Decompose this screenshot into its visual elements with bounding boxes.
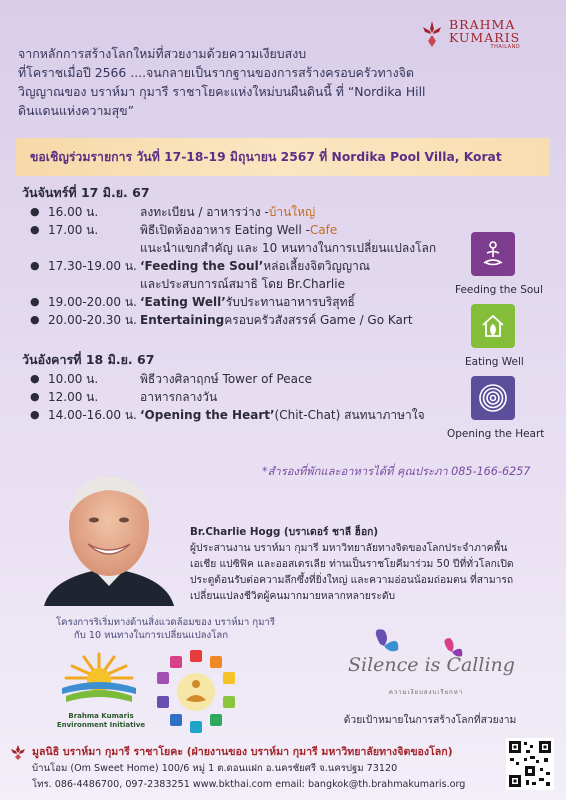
home-leaf-icon bbox=[478, 311, 508, 341]
schedule-item: ● 17.30-19.00 น. ‘Feeding the Soul’ หล่อเลี้ยงจิตวิญญาณ และประสบการณ์สมาธิ โดย Br.Charlie bbox=[30, 257, 440, 293]
bio-line: เปลี่ยนแปลงชีวิตผู้คนมากมายหลากหลายระดับ bbox=[190, 590, 396, 602]
opening-the-heart-tile bbox=[471, 376, 515, 420]
footer-organization: มูลนิธิ บราห์มา กุมารี ราชาโยคะ (ฝ่ายงานของ บราห์มา กุมารี มหาวิทยาลัยทางจิตของโลก) bbox=[32, 746, 453, 758]
opening-the-heart-label: Opening the Heart bbox=[447, 428, 545, 440]
schedule-bold: ‘Feeding the Soul’ bbox=[140, 259, 264, 273]
bio-line: ผู้ประสานงาน บราห์มา กุมารี มหาวิทยาลัยทางจิตของโลกประจำภาคพื้น bbox=[190, 542, 508, 554]
schedule-item: ● 16.00 น. ลงทะเบียน / อาหารว่าง - บ้านใหญ่ bbox=[30, 205, 316, 219]
intro-line: ที่โคราชเมื่อปี 2566 ....จนกลายเป็นรากฐานของการสร้างครอบครัวทางจิต bbox=[18, 65, 414, 80]
schedule-bold: Entertaining bbox=[140, 313, 225, 327]
reservation-note: *สำรองที่พักและอาหารได้ที่ คุณประภา 085-166-6257 bbox=[262, 465, 531, 478]
schedule-item: ● 20.00-20.30 น. Entertaining ครอบครัวสังสรรค์ Game / Go Kart bbox=[30, 313, 413, 327]
spiral-icon bbox=[477, 382, 509, 414]
intro-line: ดินแดนแห่งความสุข” bbox=[18, 103, 135, 118]
schedule-bold: ‘Eating Well’ bbox=[140, 295, 226, 309]
schedule-text: พิธีเปิดห้องอาหาร Eating Well - bbox=[140, 223, 310, 237]
schedule-item: ● 12.00 น. อาหารกลางวัน bbox=[30, 390, 218, 404]
ten-ways-wheel-icon bbox=[152, 648, 240, 736]
day1-title: วันจันทร์ที่ 17 มิ.ย. 67 bbox=[22, 185, 150, 200]
footer-contact: โทร. 086-4486700, 097-2383251 www.bkthai.com email: bangkok@th.brahmakumaris.org bbox=[32, 779, 466, 790]
environment-caption-line: กับ 10 หนทางในการเปลี่ยนแปลงโลก bbox=[73, 630, 229, 641]
schedule-subtext: และประสบการณ์สมาธิ โดย Br.Charlie bbox=[140, 277, 345, 291]
speaker-bio bbox=[190, 524, 552, 604]
feeding-the-soul-tile bbox=[471, 232, 515, 276]
schedule-subtext: แนะนำแขกสำคัญ และ 10 หนทางในการเปลี่ยนแปลงโลก bbox=[140, 241, 437, 255]
environment-logo-line: Environment Initiative bbox=[56, 720, 146, 729]
day2-title: วันอังคารที่ 18 มิ.ย. 67 bbox=[22, 352, 155, 367]
brahma-kumaris-small-mark-icon bbox=[10, 744, 26, 760]
day1-schedule bbox=[30, 203, 440, 329]
schedule-time: 17.30-19.00 น. bbox=[48, 259, 137, 273]
schedule-highlight: Cafe bbox=[309, 223, 338, 237]
silence-caption: ด้วยเป้าหมายในการสร้างโลกที่สวยงาม bbox=[343, 714, 517, 726]
brand-name-line2: KUMARIS bbox=[449, 29, 521, 45]
intro-line: จากหลักการสร้างโลกใหม่ที่สวยงามด้วยความเงียบสงบ bbox=[18, 46, 307, 61]
schedule-time: 17.00 น. bbox=[48, 223, 99, 237]
schedule-text: อาหารกลางวัน bbox=[140, 390, 218, 404]
schedule-text: (Chit-Chat) สนทนาภาษาใจ bbox=[274, 408, 425, 422]
schedule-item: ● 19.00-20.00 น. ‘Eating Well’ รับประทานอาหารบริสุทธิ์ bbox=[30, 295, 355, 309]
intro-line: วิญญาณของ บราห์มา กุมารี ราชาโยคะแห่งใหม่บนผืนดินนี้ ที่ “Nordika Hill bbox=[18, 84, 426, 99]
brand-name-line1: BRAHMA bbox=[449, 16, 516, 32]
brand-region: THAILAND bbox=[490, 43, 521, 50]
environment-caption-line: โครงการริเริ่มทางด้านสิ่งแวดล้อมของ บราห์มา กุมารี bbox=[56, 617, 275, 628]
eating-well-label: Eating Well bbox=[465, 356, 524, 368]
invitation-banner: ขอเชิญร่วมรายการ วันที่ 17-18-19 มิถุนายน 2567 ที่ Nordika Pool Villa, Korat bbox=[16, 138, 550, 176]
schedule-item: ● 14.00-16.00 น. ‘Opening the Heart’ (Chit-Chat) สนทนาภาษาใจ bbox=[30, 408, 425, 422]
environment-caption bbox=[56, 616, 275, 642]
speaker-portrait bbox=[34, 464, 184, 606]
schedule-bold: ‘Opening the Heart’ bbox=[140, 408, 275, 422]
environment-logo-line: Brahma Kumaris bbox=[68, 712, 134, 720]
silence-title: Silence is Calling bbox=[348, 654, 515, 676]
feeding-the-soul-label: Feeding the Soul bbox=[455, 284, 543, 296]
schedule-time: 16.00 น. bbox=[48, 205, 99, 219]
speaker-name: Br.Charlie Hogg (บราเดอร์ ชาลี ฮ็อก) bbox=[190, 526, 379, 538]
schedule-time: 12.00 น. bbox=[48, 390, 99, 404]
schedule-highlight: บ้านใหญ่ bbox=[268, 205, 316, 219]
meditation-icon bbox=[478, 239, 508, 269]
day2-schedule bbox=[30, 370, 440, 424]
brahma-kumaris-mark-icon bbox=[420, 19, 444, 49]
footer-address: บ้านโอม (Om Sweet Home) 100/6 หมู่ 1 ต.ดอนแฝก อ.นครชัยศรี จ.นครปฐม 73120 bbox=[32, 763, 398, 774]
footer bbox=[10, 738, 556, 796]
schedule-text: ครอบครัวสังสรรค์ Game / Go Kart bbox=[224, 313, 413, 327]
silence-subtitle: ความเงียบสงบเรียกหา bbox=[388, 689, 464, 696]
schedule-item: ● 17.00 น. พิธีเปิดห้องอาหาร Eating Well - Cafe แนะนำแขกสำคัญ และ 10 หนทางในการเปลี่ยนแปลงโลก bbox=[30, 221, 440, 257]
eating-well-tile bbox=[471, 304, 515, 348]
schedule-time: 10.00 น. bbox=[48, 372, 99, 386]
qr-code-icon bbox=[506, 738, 554, 790]
schedule-text: หล่อเลี้ยงจิตวิญญาณ bbox=[263, 259, 370, 273]
schedule-time: 19.00-20.00 น. bbox=[48, 295, 137, 309]
schedule-text: ลงทะเบียน / อาหารว่าง - bbox=[140, 205, 269, 219]
schedule-time: 20.00-20.30 น. bbox=[48, 313, 137, 327]
schedule-item: ● 10.00 น. พิธีวางศิลาฤกษ์ Tower of Peace bbox=[30, 372, 313, 386]
brahma-kumaris-logo bbox=[420, 12, 550, 56]
intro-paragraph bbox=[18, 44, 426, 120]
schedule-text: พิธีวางศิลาฤกษ์ Tower of Peace bbox=[140, 372, 313, 386]
schedule-text: รับประทานอาหารบริสุทธิ์ bbox=[225, 295, 355, 309]
schedule-time: 14.00-16.00 น. bbox=[48, 408, 137, 422]
bio-line: ประตูต้อนรับต่อความลึกซึ้งที่ยิ่งใหญ่ และความอ่อนน้อมถ่อมตน ที่สามารถ bbox=[190, 574, 514, 586]
bio-line: เอเชีย แปซิฟิค และออสเตรเลีย ท่านเป็นราชโยคีมาร่วม 50 ปีที่ทั่วโลกเปิด bbox=[190, 558, 514, 570]
